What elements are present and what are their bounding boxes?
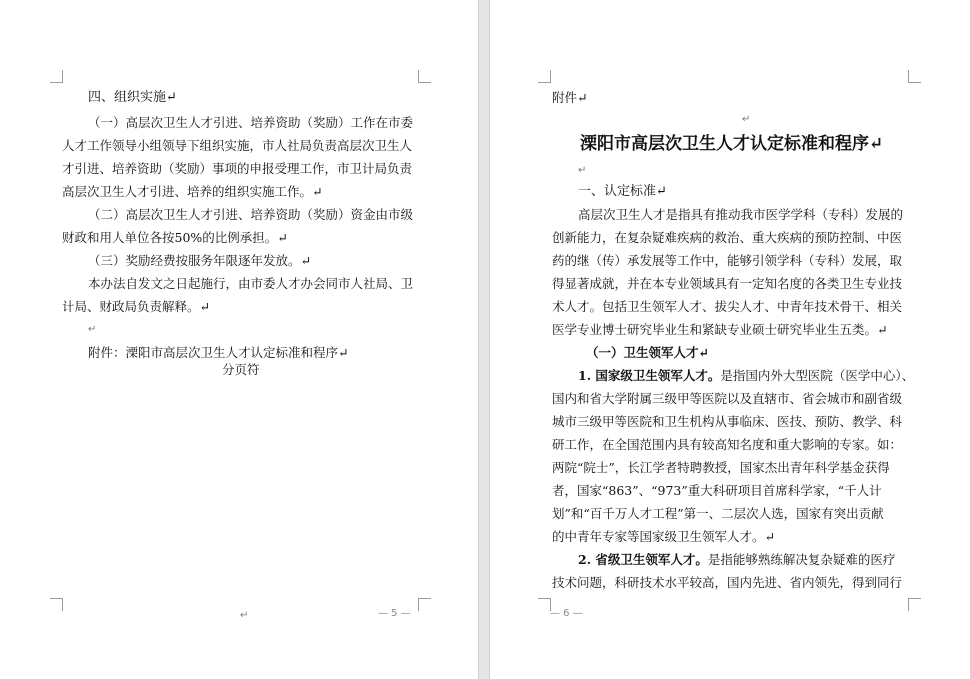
document-title: 溧阳市高层次卫生人才认定标准和程序↵ [580,134,884,154]
paragraph-mark: ↵ [578,165,587,176]
document-page-5 [0,0,478,679]
paragraph-line: 高层次卫生人才是指具有推动我市医学学科（专科）发展的 [578,207,904,222]
paragraph-line: 高层次卫生人才引进、培养的组织实施工作。↵ [62,184,323,199]
paragraph-line: 研工作，在全国范围内具有较高知名度和重大影响的专家。如： [552,437,903,452]
paragraph-line: 得显著成就，并在本专业领域具有一定知名度的各类卫生专业技 [552,276,903,291]
paragraph-line: 划”和“百千万人才工程”第一、二层次人选，国家有突出贡献 [552,506,884,521]
paragraph-line: 2. 省级卫生领军人才。是指能够熟练解决复杂疑难的医疗 [578,552,896,567]
paragraph-line: 城市三级甲等医院和卫生机构从事临床、医技、预防、教学、科 [552,414,903,429]
footer-paragraph-mark: ↵ [240,610,249,621]
paragraph-line: 术人才。包括卫生领军人才、拔尖人才、中青年技术骨干、相关 [552,299,903,314]
paragraph-line: 医学专业博士研究毕业生和紧缺专业硕士研究毕业生五类。↵ [552,322,888,337]
margin-corner-bottom-left [50,598,63,611]
paragraph-line: （一）高层次卫生人才引进、培养资助（奖励）工作在市委 [88,115,414,130]
paragraph-line: 技术问题，科研技术水平较高，国内先进、省内领先，得到同行 [552,575,903,590]
margin-corner-top-right [908,70,921,83]
paragraph-line: 的中青年专家等国家级卫生领军人才。↵ [552,529,775,544]
paragraph-line: （二）高层次卫生人才引进、培养资助（奖励）资金由市级 [88,207,414,222]
page-break-marker: 分页符 [222,362,260,377]
paragraph-line: 财政和用人单位各按50%的比例承担。↵ [62,230,288,245]
page-number: — 6 — [550,608,583,619]
section-heading: 一、认定标准↵ [578,184,667,199]
page-number: — 5 — [378,608,411,619]
margin-corner-bottom-right [418,598,431,611]
section-heading: 四、组织实施↵ [88,90,177,105]
margin-corner-top-right [418,70,431,83]
paragraph-line: （三）奖励经费按服务年限逐年发放。↵ [88,253,311,268]
paragraph-line: 者，国家“863”、“973”重大科研项目首席科学家，“千人计 [552,483,882,498]
subsection-heading: （一）卫生领军人才↵ [586,345,709,360]
attachment-label: 附件↵ [552,90,588,105]
attachment-note: 附件：溧阳市高层次卫生人才认定标准和程序↵ [88,345,349,360]
margin-corner-bottom-right [908,598,921,611]
margin-corner-top-left [50,70,63,83]
document-page-6 [490,0,970,679]
paragraph-line: 计局、财政局负责解释。↵ [62,299,210,314]
paragraph-line: 1. 国家级卫生领军人才。是指国内外大型医院（医学中心）、 [578,368,915,383]
paragraph-mark: ↵ [742,114,751,125]
paragraph-line: 人才工作领导小组领导下组织实施，市人社局负责高层次卫生人 [62,138,413,153]
paragraph-mark: ↵ [88,324,97,335]
paragraph-line: 两院“院士”，长江学者特聘教授，国家杰出青年科学基金获得 [552,460,890,475]
margin-corner-top-left [538,70,551,83]
paragraph-line: 本办法自发文之日起施行，由市委人才办会同市人社局、卫 [88,276,414,291]
paragraph-line: 国内和省大学附属三级甲等医院以及直辖市、省会城市和副省级 [552,391,903,406]
paragraph-line: 创新能力，在复杂疑难疾病的救治、重大疾病的预防控制、中医 [552,230,903,245]
paragraph-line: 才引进、培养资助（奖励）事项的申报受理工作，市卫计局负责 [62,161,413,176]
paragraph-line: 药的继（传）承发展等工作中，能够引领学科（专科）发展，取 [552,253,903,268]
